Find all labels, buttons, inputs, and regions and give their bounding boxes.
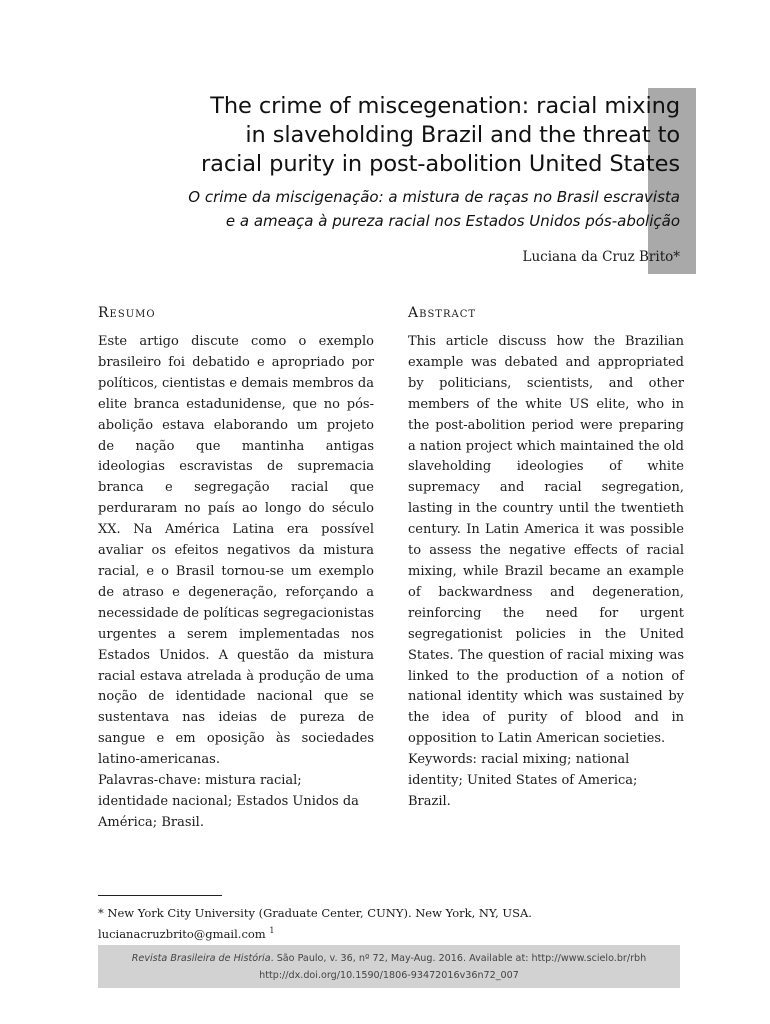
abstract-keywords: Keywords: racial mixing; national identity; United States of America; Brazil. [408, 752, 638, 809]
journal-name: Revista Brasileira de História [131, 953, 271, 964]
abstract-column [408, 304, 684, 813]
subtitle-line: O crime da miscigenação: a mistura de raças no Brasil escravista [188, 188, 680, 206]
resumo-column [98, 304, 374, 834]
citation-footer [98, 945, 680, 988]
footnote-divider [98, 895, 222, 896]
article-subtitle [90, 185, 680, 233]
footnote [98, 904, 688, 943]
citation-text: . São Paulo, v. 36, nº 72, May-Aug. 2016. Available at: http://www.scielo.br/rbh [270, 953, 647, 964]
resumo-keywords: Palavras-chave: mistura racial; identidade nacional; Estados Unidos da América; Brasil. [98, 773, 359, 830]
resumo-heading: Resumo [98, 305, 156, 321]
subtitle-line: e a ameaça à pureza racial nos Estados Unidos pós-abolição [225, 212, 680, 230]
resumo-body: Este artigo discute como o exemplo brasileiro foi debatido e apropriado por políticos, cientistas e demais membros da elite branca estadunidense, que no pós-abolição estava elaborando um projeto de nação que mantinha antigas ideologias escravistas de supremacia branca e segregação racial que perduraram no país ao longo do século XX. Na América Latina era possível avaliar os efeitos negativos da mistura racial, e o Brasil tornou-se um exemplo de atraso e degeneração, reforçando a necessidade de políticas segregacionistas urgentes a serem implementadas nos Estados Unidos. A questão da mistura racial estava atrelada à produção de uma noção de identidade nacional que se sustentava nas ideias de pureza de sangue e em oposição às sociedades latino-americanas. [98, 334, 374, 768]
abstract-body: This article discuss how the Brazilian example was debated and appropriated by politicians, scientists, and other members of the white US elite, who in the post-abolition period were preparing a nation project which maintained the old slaveholding ideologies of white supremacy and racial segregation, lasting in the country until the twentieth century. In Latin America it was possible to assess the negative effects of racial mixing, while Brazil became an example of backwardness and degeneration, reinforcing the need for urgent segregationist policies in the United States. The question of racial mixing was linked to the production of a notion of national identity which was sustained by the idea of purity of blood and in opposition to Latin American societies. [408, 334, 684, 747]
title-block [90, 92, 680, 233]
title-line: The crime of miscegenation: racial mixing [210, 93, 680, 119]
article-title [90, 92, 680, 179]
footnote-superscript: 1 [269, 926, 275, 935]
doi-link[interactable]: http://dx.doi.org/10.1590/1806-93472016v36n72_007 [259, 970, 519, 981]
title-line: racial purity in post-abolition United States [200, 151, 680, 177]
footnote-text: * New York City University (Graduate Center, CUNY). New York, NY, USA. lucianacruzbrito@gmail.com [98, 906, 532, 941]
author-name: Luciana da Cruz Brito* [522, 249, 680, 265]
title-line: in slaveholding Brazil and the threat to [245, 122, 680, 148]
abstract-heading: Abstract [408, 305, 477, 321]
